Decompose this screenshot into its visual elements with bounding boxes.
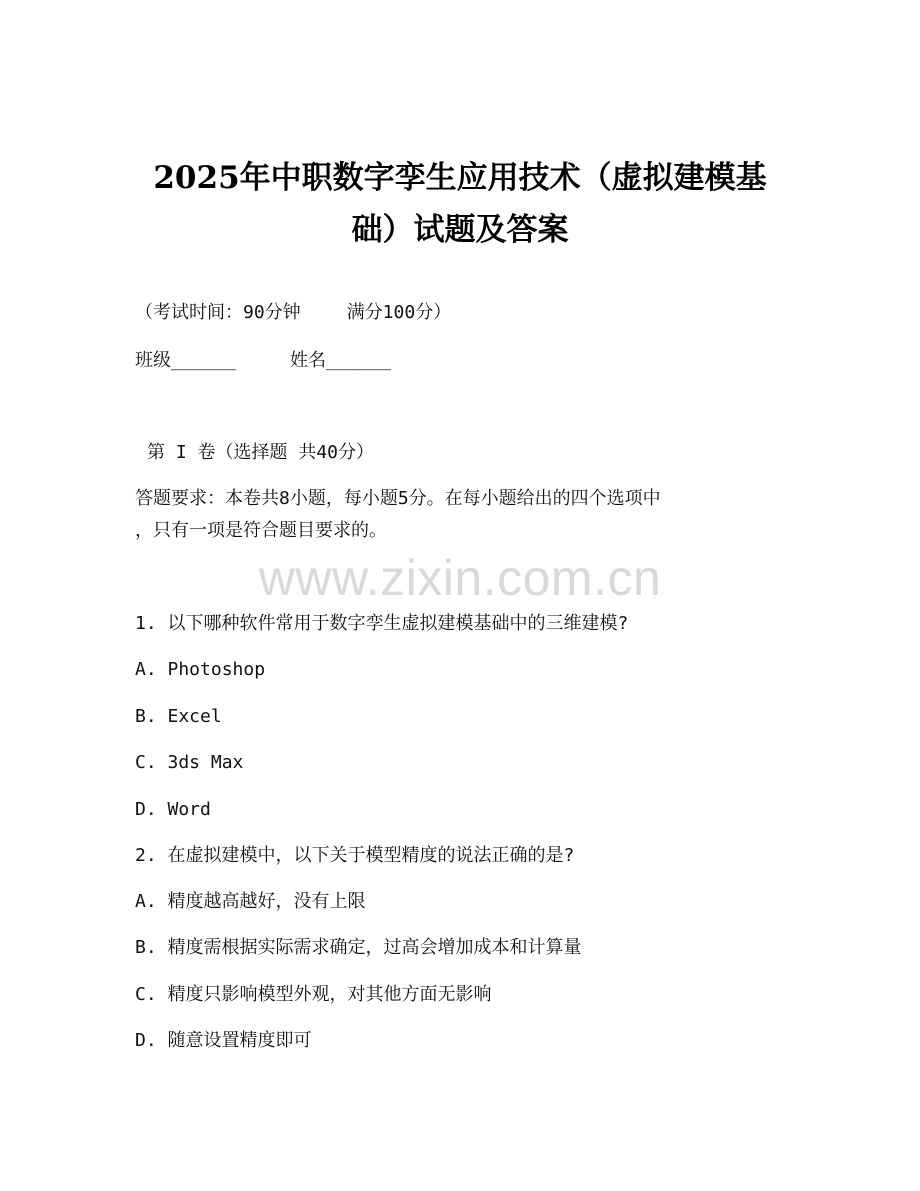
- class-field: 班级______: [135, 350, 237, 371]
- instruction-line-2: ，只有一项是符合题目要求的。: [135, 520, 387, 541]
- exam-info: [135, 300, 451, 326]
- student-fields: [135, 348, 391, 374]
- question-2-option-d: D. 随意设置精度即可: [135, 1030, 312, 1051]
- exam-time: （考试时间：90分钟: [135, 302, 301, 323]
- document-title: [100, 152, 820, 256]
- instruction-line-1: 答题要求：本卷共8小题，每小题5分。在每小题给出的四个选项中: [135, 488, 661, 509]
- watermark: www.zixin.com.cn: [258, 550, 662, 606]
- question-1-option-a: A. Photoshop: [135, 659, 266, 680]
- document-title-line-1: 2025年中职数字孪生应用技术（虚拟建模基: [153, 160, 767, 196]
- name-field: 姓名______: [290, 350, 392, 371]
- question-1-stem: 1. 以下哪种软件常用于数字孪生虚拟建模基础中的三维建模?: [135, 613, 629, 634]
- question-1-option-d: D. Word: [135, 799, 211, 820]
- question-2-option-b: B. 精度需根据实际需求确定，过高会增加成本和计算量: [135, 937, 582, 958]
- question-2-option-c: C. 精度只影响模型外观，对其他方面无影响: [135, 984, 492, 1005]
- section-header: 第 I 卷（选择题 共40分）: [147, 442, 375, 463]
- exam-score: 满分100分）: [346, 302, 452, 323]
- question-2-stem: 2. 在虚拟建模中，以下关于模型精度的说法正确的是?: [135, 845, 575, 866]
- question-1-option-b: B. Excel: [135, 706, 222, 727]
- document-title-line-2: 础）试题及答案: [351, 212, 569, 248]
- question-2-option-a: A. 精度越高越好，没有上限: [135, 891, 366, 912]
- question-1-option-c: C. 3ds Max: [135, 752, 244, 773]
